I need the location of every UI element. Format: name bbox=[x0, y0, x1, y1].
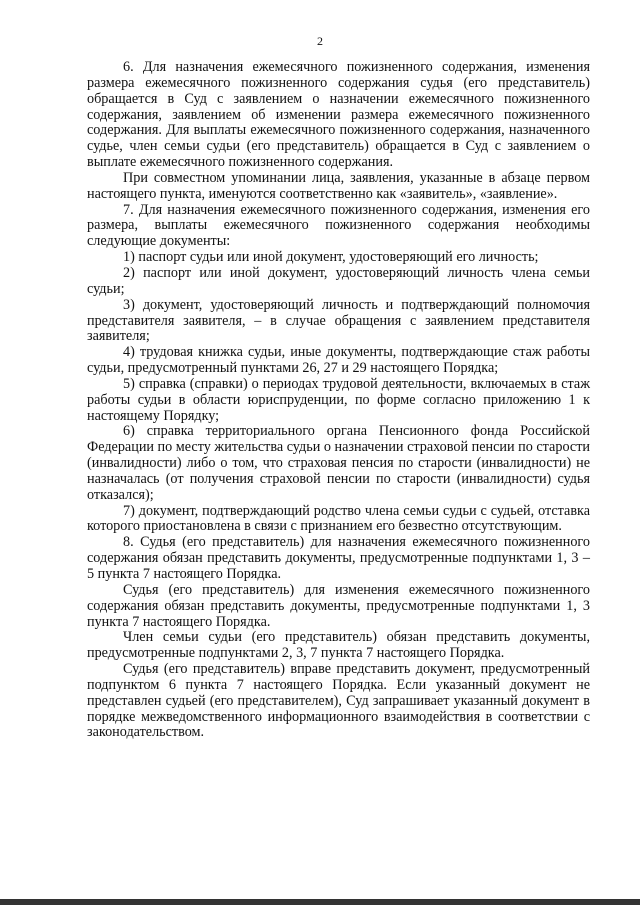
document-body bbox=[87, 60, 590, 741]
list-item-7-3: 3) документ, удостоверяющий личность и подтверждающий полномочия представителя заявителя, – в случае обращения с заявлением представителя заявителя; bbox=[87, 296, 590, 345]
page-number: 2 bbox=[317, 34, 323, 48]
list-item-7-2: 2) паспорт или иной документ, удостоверяющий личность члена семьи судьи; bbox=[87, 264, 590, 297]
paragraph-8: 8. Судья (его представитель) для назначения ежемесячного пожизненного содержания обязан представить документы, предусмотренные подпунктами 1, 3 – 5 пункта 7 настоящего Порядка. bbox=[87, 534, 590, 582]
paragraph-8-change: Судья (его представитель) для изменения ежемесячного пожизненного содержания обязан представить документы, предусмотренные подпунктами 1, 3 пункта 7 настоящего Порядка. bbox=[87, 581, 590, 630]
paragraph-6-note: При совместном упоминании лица, заявления, указанные в абзаце первом настоящего пункта, именуются соответственно как «заявитель», «заявление». bbox=[87, 169, 590, 202]
list-item-7-7: 7) документ, подтверждающий родство члена семьи судьи с судьей, отставка которого приостановлена в связи с признанием его безвестно отсутствующим. bbox=[87, 502, 590, 535]
list-item-7-4: 4) трудовая книжка судьи, иные документы, подтверждающие стаж работы судьи, предусмотренный пунктами 26, 27 и 29 настоящего Порядка; bbox=[87, 344, 590, 377]
paragraph-8-family: Член семьи судьи (его представитель) обязан представить документы, предусмотренные подпунктами 2, 3, 7 пункта 7 настоящего Порядка. bbox=[87, 629, 590, 662]
paragraph-8-optional: Судья (его представитель) вправе представить документ, предусмотренный подпунктом 6 пункта 7 настоящего Порядка. Если указанный документ не представлен судьей (его представителем), Суд запрашивает указанный документ в порядке межведомственного информационного взаимодействия в соответствии с законодательством. bbox=[87, 661, 590, 741]
list-item-7-1: 1) паспорт судьи или иной документ, удостоверяющий его личность; bbox=[123, 249, 539, 266]
list-item-7-6: 6) справка территориального органа Пенсионного фонда Российской Федерации по месту жительства судьи о назначении страховой пенсии по старости (инвалидности) либо о том, что страховая пенсия по старости (инвалидности) не назначалась (от получения страховой пенсии по старости (инвалидности) судья отказался); bbox=[87, 423, 590, 503]
scan-edge-bar bbox=[0, 899, 640, 905]
paragraph-7: 7. Для назначения ежемесячного пожизненного содержания, изменения его размера, выплаты ежемесячного пожизненного содержания необходимы следующие документы: bbox=[87, 201, 590, 250]
paragraph-6: 6. Для назначения ежемесячного пожизненного содержания, изменения размера ежемесячного пожизненного содержания судья (его представитель) обращается в Суд с заявлением о назначении ежемесячного пожизненного содержания, заявлением об изменении размера ежемесячного пожизненного содержания. Для выплаты ежемесячного пожизненного содержания, назначенного судье, член семьи судьи (его представитель) обращается в Суд с заявлением о выплате ежемесячного пожизненного содержания. bbox=[87, 59, 590, 171]
list-item-7-5: 5) справка (справки) о периодах трудовой деятельности, включаемых в стаж работы судьи в области юриспруденции, по форме согласно приложению 1 к настоящему Порядку; bbox=[87, 375, 590, 424]
